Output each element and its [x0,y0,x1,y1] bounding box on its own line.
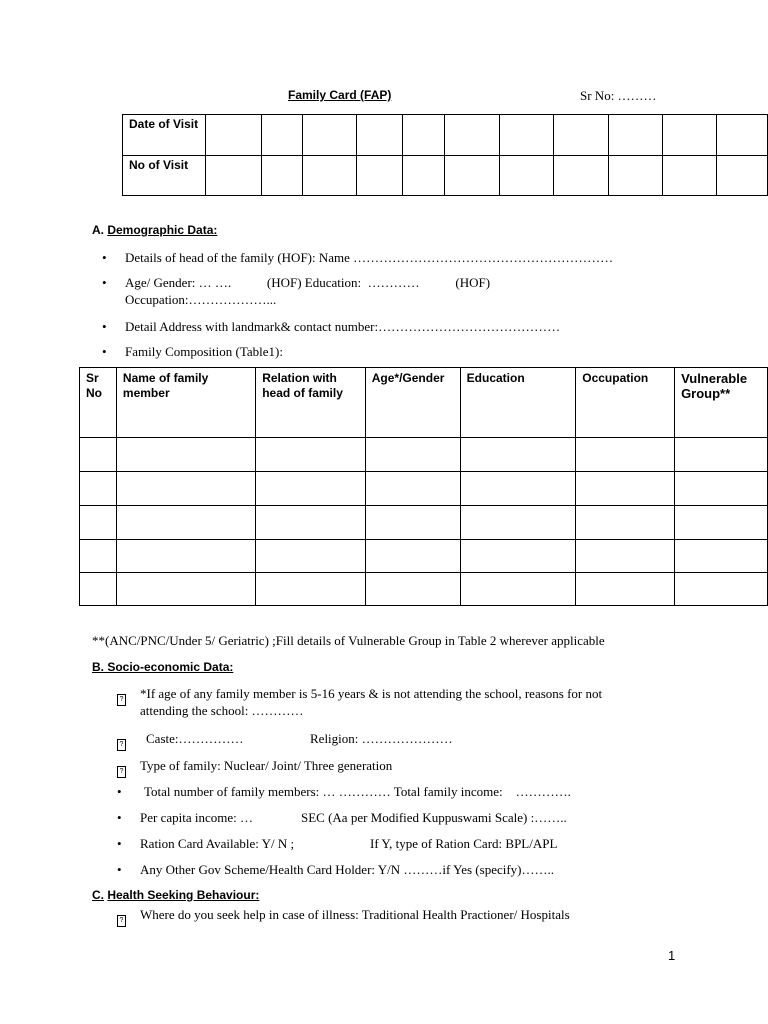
table-cell[interactable] [675,540,768,573]
bullet-icon: • [117,862,122,877]
table-row [80,438,768,472]
visit-cell[interactable] [403,115,445,156]
table-cell[interactable] [576,540,675,573]
table-cell[interactable] [365,506,460,540]
visit-cell[interactable] [262,115,303,156]
header-education: Education [460,368,576,438]
page-title: Family Card (FAP) [288,88,392,102]
religion-field: Religion: ………………… [310,731,453,746]
table-cell[interactable] [576,438,675,472]
checkbox-glyph-icon: ? [117,760,126,778]
gov-scheme-field: Any Other Gov Scheme/Health Card Holder: Y/N ………if Yes (specify)…….. [140,862,555,877]
visit-cell[interactable] [499,156,554,196]
table-cell[interactable] [116,438,255,472]
table-cell[interactable] [576,472,675,506]
visit-cell[interactable] [262,156,303,196]
family-composition-label: Family Composition (Table1): [125,344,283,359]
header-sr-no: Sr No [80,368,117,438]
hof-occupation-field: Occupation:………………... [125,292,277,307]
table-row [80,472,768,506]
table-row [80,506,768,540]
page-number: 1 [668,948,676,963]
illness-help-field: Where do you seek help in case of illness: Traditional Health Practioner/ Hospitals [140,907,570,922]
visit-cell[interactable] [205,115,262,156]
visit-table [122,114,768,196]
bullet-icon: • [102,275,107,290]
table-cell[interactable] [675,573,768,606]
bullet-icon: • [117,784,122,799]
bullet-icon: • [102,250,107,265]
checkbox-glyph-icon: ? [117,688,126,706]
table-header-row [80,368,768,438]
visit-cell[interactable] [608,156,662,196]
table-cell[interactable] [116,506,255,540]
caste-field: Caste:…………… [146,731,244,746]
table-cell[interactable] [116,573,255,606]
section-a-heading [92,223,217,237]
section-c-title: Health Seeking Behaviour: [107,888,260,902]
header-vulnerable-group: Vulnerable Group** [675,368,768,438]
visit-cell[interactable] [205,156,262,196]
table-cell[interactable] [80,438,117,472]
table-cell[interactable] [365,573,460,606]
visit-cell[interactable] [356,156,403,196]
table-cell[interactable] [80,506,117,540]
ration-card-type-field: If Y, type of Ration Card: BPL/APL [370,836,558,851]
table-cell[interactable] [116,472,255,506]
header-age-gender: Age*/Gender [365,368,460,438]
visit-cell[interactable] [303,156,357,196]
school-reason-continued: attending the school: ………… [140,703,304,718]
visit-cell[interactable] [303,115,357,156]
checkbox-glyph-icon: ? [117,909,126,927]
sec-field: SEC (Aa per Modified Kuppuswami Scale) :…….. [301,810,567,825]
bullet-icon: • [102,319,107,334]
hof-age-education-field: Age/ Gender: … …. (HOF) Education: ………… (HOF) [125,275,491,290]
table-cell[interactable] [576,573,675,606]
bullet-icon: • [117,810,122,825]
visit-cell[interactable] [445,115,500,156]
table-row [80,540,768,573]
visit-cell[interactable] [554,156,609,196]
header-name: Name of family member [116,368,255,438]
date-of-visit-label: Date of Visit [123,115,206,156]
table-cell[interactable] [675,472,768,506]
checkbox-glyph-icon: ? [117,733,126,751]
table-cell[interactable] [256,573,366,606]
table-cell[interactable] [675,506,768,540]
table-cell[interactable] [365,472,460,506]
table-cell[interactable] [80,472,117,506]
table-cell[interactable] [365,540,460,573]
school-reason-field: *If age of any family member is 5-16 years & is not attending the school, reasons for not [140,686,603,701]
table-cell[interactable] [80,540,117,573]
no-of-visit-label: No of Visit [123,156,206,196]
table-cell[interactable] [576,506,675,540]
family-type-field: Type of family: Nuclear/ Joint/ Three generation [140,758,393,773]
table-cell[interactable] [675,438,768,472]
bullet-icon: • [102,344,107,359]
visit-cell[interactable] [554,115,609,156]
table-cell[interactable] [80,573,117,606]
ration-card-field: Ration Card Available: Y/ N ; [140,836,295,851]
table-cell[interactable] [256,472,366,506]
sr-no-field: Sr No: ……… [580,88,657,103]
family-composition-table [79,367,768,606]
table-cell[interactable] [256,438,366,472]
visit-cell[interactable] [499,115,554,156]
section-c-heading [92,888,259,902]
table-cell[interactable] [460,472,576,506]
hof-name-field: Details of head of the family (HOF): Name …………………………………………………… [125,250,614,265]
section-a-title: Demographic Data: [107,223,218,237]
visit-cell[interactable] [662,156,717,196]
section-b-heading: B. Socio-economic Data: [92,660,234,674]
visit-date-row [123,115,768,156]
table-cell[interactable] [460,573,576,606]
address-field: Detail Address with landmark& contact number:…………………………………… [125,319,561,334]
table-cell[interactable] [460,506,576,540]
visit-cell[interactable] [403,156,445,196]
header-occupation: Occupation [576,368,675,438]
table-cell[interactable] [116,540,255,573]
family-members-income-field: Total number of family members: … ………… Total family income: …………. [144,784,571,799]
table-cell[interactable] [460,540,576,573]
section-c-letter: C. [92,888,104,902]
visit-cell[interactable] [717,115,768,156]
visit-cell[interactable] [445,156,500,196]
visit-cell[interactable] [717,156,768,196]
visit-cell[interactable] [608,115,662,156]
per-capita-income-field: Per capita income: … [140,810,253,825]
table-cell[interactable] [460,438,576,472]
section-a-letter: A. [92,223,104,237]
visit-cell[interactable] [356,115,403,156]
table-cell[interactable] [365,438,460,472]
visit-count-row [123,156,768,196]
table-cell[interactable] [256,506,366,540]
visit-cell[interactable] [662,115,717,156]
table-row [80,573,768,606]
header-relation: Relation with head of family [256,368,366,438]
bullet-icon: • [117,836,122,851]
vulnerable-group-footnote: **(ANC/PNC/Under 5/ Geriatric) ;Fill details of Vulnerable Group in Table 2 wherever applicable [92,633,605,648]
table-cell[interactable] [256,540,366,573]
